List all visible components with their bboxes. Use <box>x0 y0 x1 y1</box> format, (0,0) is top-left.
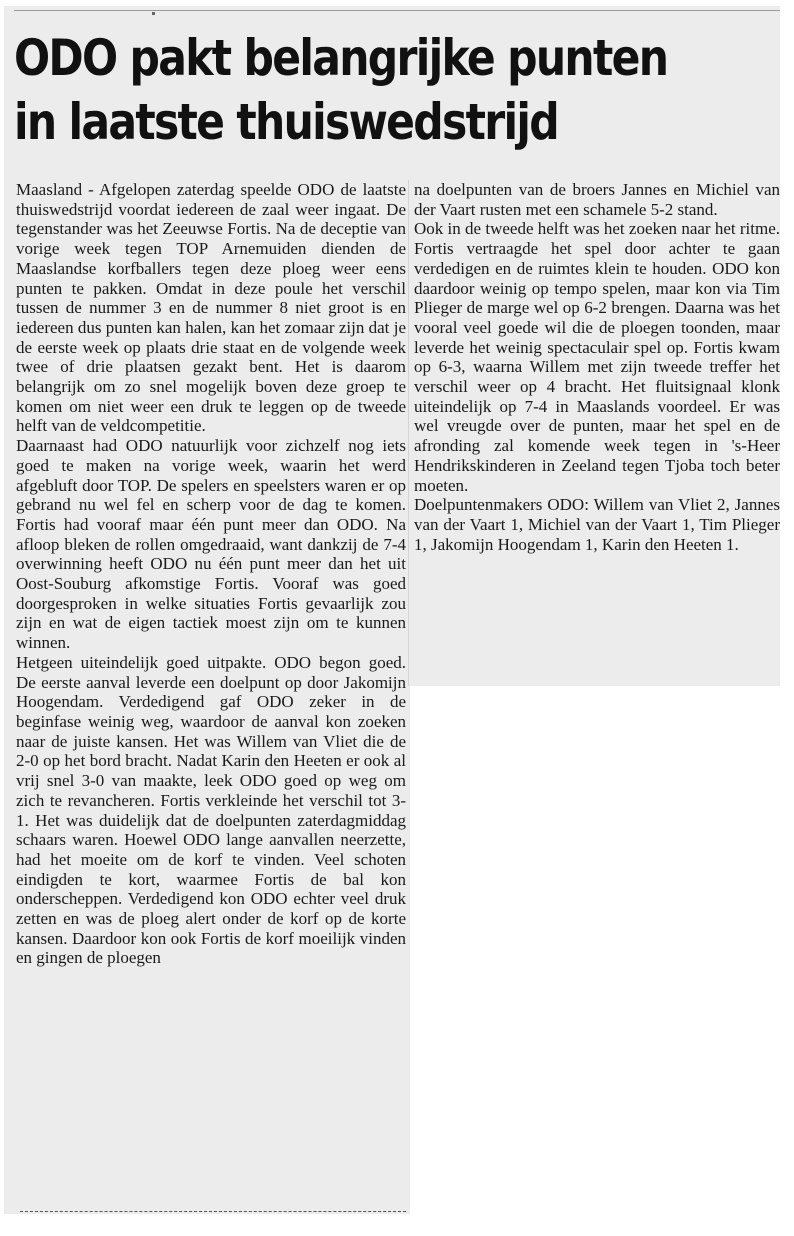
headline-line-2: in laatste thuiswedstrijd <box>14 93 558 151</box>
scan-speck <box>152 12 155 15</box>
paragraph: Maasland - Afgelopen zaterdag speelde ODO de laatste thuiswedstrijd voordat iedereen de zaal weer ingaat. De tegenstander was het Zeeuwse Fortis. Na de deceptie van vorige week tegen TOP Arnemuiden dienden de Maaslandse korfballers tegen deze ploeg weer eens punten te pakken. Omdat in deze poule het verschil tussen de nummer 3 en de nummer 8 niet groot is en iedereen dus punten kan halen, kan het zomaar zijn dat je de eerste week op plaats drie staat en de volgende week twee of drie plaatsen gezakt bent. Het is daarom belangrijk om zo snel mogelijk boven deze groep te komen om niet weer een druk te leggen op de tweede helft van de veldcompetitie. <box>16 180 406 436</box>
top-rule <box>14 10 780 11</box>
blank-area <box>410 686 794 1236</box>
paragraph: na doelpunten van de broers Jannes en Michiel van der Vaart rusten met een schamele 5-2 stand. <box>414 180 780 219</box>
article-column-right <box>414 180 780 554</box>
cut-line <box>20 1211 406 1212</box>
paragraph: Doelpuntenmakers ODO: Willem van Vliet 2, Jannes van der Vaart 1, Michiel van der Vaart 1, Tim Plieger 1, Jakomijn Hoogendam 1, Karin den Heeten 1. <box>414 495 780 554</box>
paragraph: Hetgeen uiteindelijk goed uitpakte. ODO begon goed. De eerste aanval leverde een doelpunt op door Jakomijn Hoogendam. Verdedigend gaf ODO zeker in de beginfase weinig weg, waardoor de aanval kon zoeken naar de juiste kansen. Het was Willem van Vliet die de 2-0 op het bord bracht. Nadat Karin den Heeten er ook al vrij snel 3-0 van maakte, leek ODO goed op weg om zich te revancheren. Fortis verkleinde het verschil tot 3-1. Het was duidelijk dat de doelpunten zaterdagmiddag schaars waren. Hoewel ODO lange aanvallen neerzette, had het moeite om de korf te vinden. Veel schoten eindigden te kort, waarmee Fortis de bal kon onderscheppen. Verdedigend kon ODO echter veel druk zetten en was de ploeg alert onder de korf op de korte kansen. Daardoor kon ook Fortis de korf moeilijk vinden en gingen de ploegen <box>16 652 406 968</box>
article-headline <box>14 26 668 154</box>
paragraph: Daarnaast had ODO natuurlijk voor zichzelf nog iets goed te maken na vorige week, waarin het werd afgebluft door TOP. De spelers en speelsters waren er op gebrand nu wel fel en scherp voor de dag te komen. Fortis had vooraf maar één punt meer dan ODO. Na afloop bleken de rollen omgedraaid, want dankzij de 7-4 overwinning heeft ODO nu één punt meer dan het uit Oost-Souburg afkomstige Fortis. Vooraf was goed doorgesproken in welke situaties Fortis gevaarlijk zou zijn en wat de eigen tactiek moest zijn om te kunnen winnen. <box>16 436 406 653</box>
column-divider <box>408 180 409 686</box>
headline-line-1: ODO pakt belangrijke punten <box>14 29 668 87</box>
article-column-left <box>16 180 406 968</box>
paragraph: Ook in de tweede helft was het zoeken naar het ritme. Fortis vertraagde het spel door achter te gaan verdedigen en de ruimtes klein te houden. ODO kon daardoor weinig op tempo spelen, maar kon via Tim Plieger de marge wel op 6-2 brengen. Daarna was het vooral veel goede wil die de ploegen toonden, maar leverde het weinig spectaculair spel op. Fortis kwam op 6-3, waarna Willem met zijn tweede treffer het verschil weer op 4 bracht. Het fluitsignaal klonk uiteindelijk op 7-4 in Maaslands voordeel. Er was wel vreugde over de punten, maar het spel en de afronding zal komende week tegen in 's-Heer Hendrikskinderen in Zeeland tegen Tjoba toch beter moeten. <box>414 219 780 495</box>
